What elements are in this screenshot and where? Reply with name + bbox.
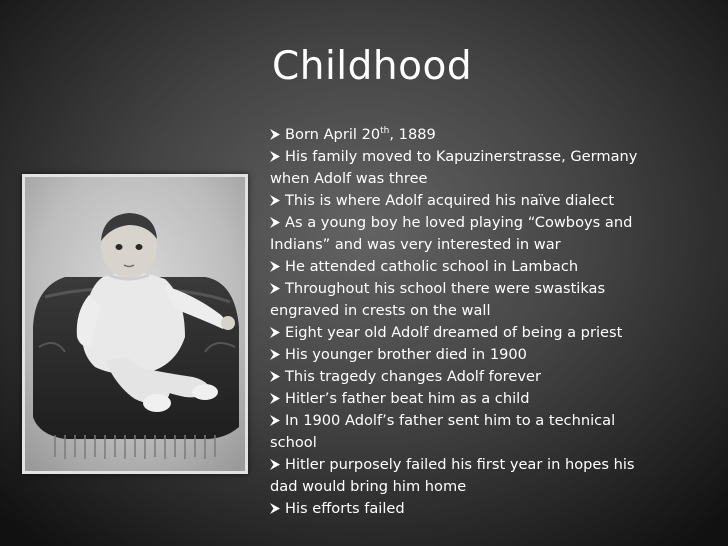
arrowhead-bullet-icon <box>270 393 280 404</box>
bullet-item <box>270 190 662 212</box>
bullet-text: Hitler’s father beat him as a child <box>285 389 530 407</box>
slide-title: Childhood <box>272 44 473 89</box>
bullet-list <box>270 120 662 520</box>
arrowhead-bullet-icon <box>270 261 280 272</box>
bullet-item <box>270 410 662 454</box>
arrowhead-bullet-icon <box>270 327 280 338</box>
bullet-text: Born April 20th, 1889 <box>285 125 436 143</box>
bullet-item <box>270 322 662 344</box>
bullet-text: Throughout his school there were swastikas engraved in crests on the wall <box>270 279 606 319</box>
bullet-item <box>270 344 662 366</box>
bullet-text: His younger brother died in 1900 <box>285 345 527 363</box>
arrowhead-bullet-icon <box>270 459 280 470</box>
bullet-text: As a young boy he loved playing “Cowboys and Indians” and was very interested in war <box>270 213 633 253</box>
bullet-text: His family moved to Kapuzinerstrasse, Germany when Adolf was three <box>270 147 638 187</box>
arrowhead-bullet-icon <box>270 283 280 294</box>
arrowhead-bullet-icon <box>270 371 280 382</box>
bullet-item <box>270 146 662 190</box>
bullet-item <box>270 388 662 410</box>
arrowhead-bullet-icon <box>270 151 280 162</box>
bullet-item <box>270 278 662 322</box>
bullet-text: Eight year old Adolf dreamed of being a priest <box>285 323 623 341</box>
arrowhead-bullet-icon <box>270 129 280 140</box>
bullet-text: He attended catholic school in Lambach <box>285 257 579 275</box>
arrowhead-bullet-icon <box>270 503 280 514</box>
arrowhead-bullet-icon <box>270 349 280 360</box>
bullet-item <box>270 120 662 146</box>
bullet-text: In 1900 Adolf’s father sent him to a technical school <box>270 411 616 451</box>
bullet-text: This is where Adolf acquired his naïve dialect <box>285 191 615 209</box>
bullet-item <box>270 498 662 520</box>
bullet-text: His efforts failed <box>285 499 405 517</box>
arrowhead-bullet-icon <box>270 415 280 426</box>
arrowhead-bullet-icon <box>270 195 280 206</box>
bullet-item <box>270 366 662 388</box>
baby-photo <box>25 177 245 471</box>
bullet-text: This tragedy changes Adolf forever <box>285 367 541 385</box>
photo-frame <box>22 174 248 474</box>
bullet-item <box>270 454 662 498</box>
bullet-text: Hitler purposely failed his first year in hopes his dad would bring him home <box>270 455 635 495</box>
arrowhead-bullet-icon <box>270 217 280 228</box>
bullet-item <box>270 212 662 256</box>
bullet-item <box>270 256 662 278</box>
